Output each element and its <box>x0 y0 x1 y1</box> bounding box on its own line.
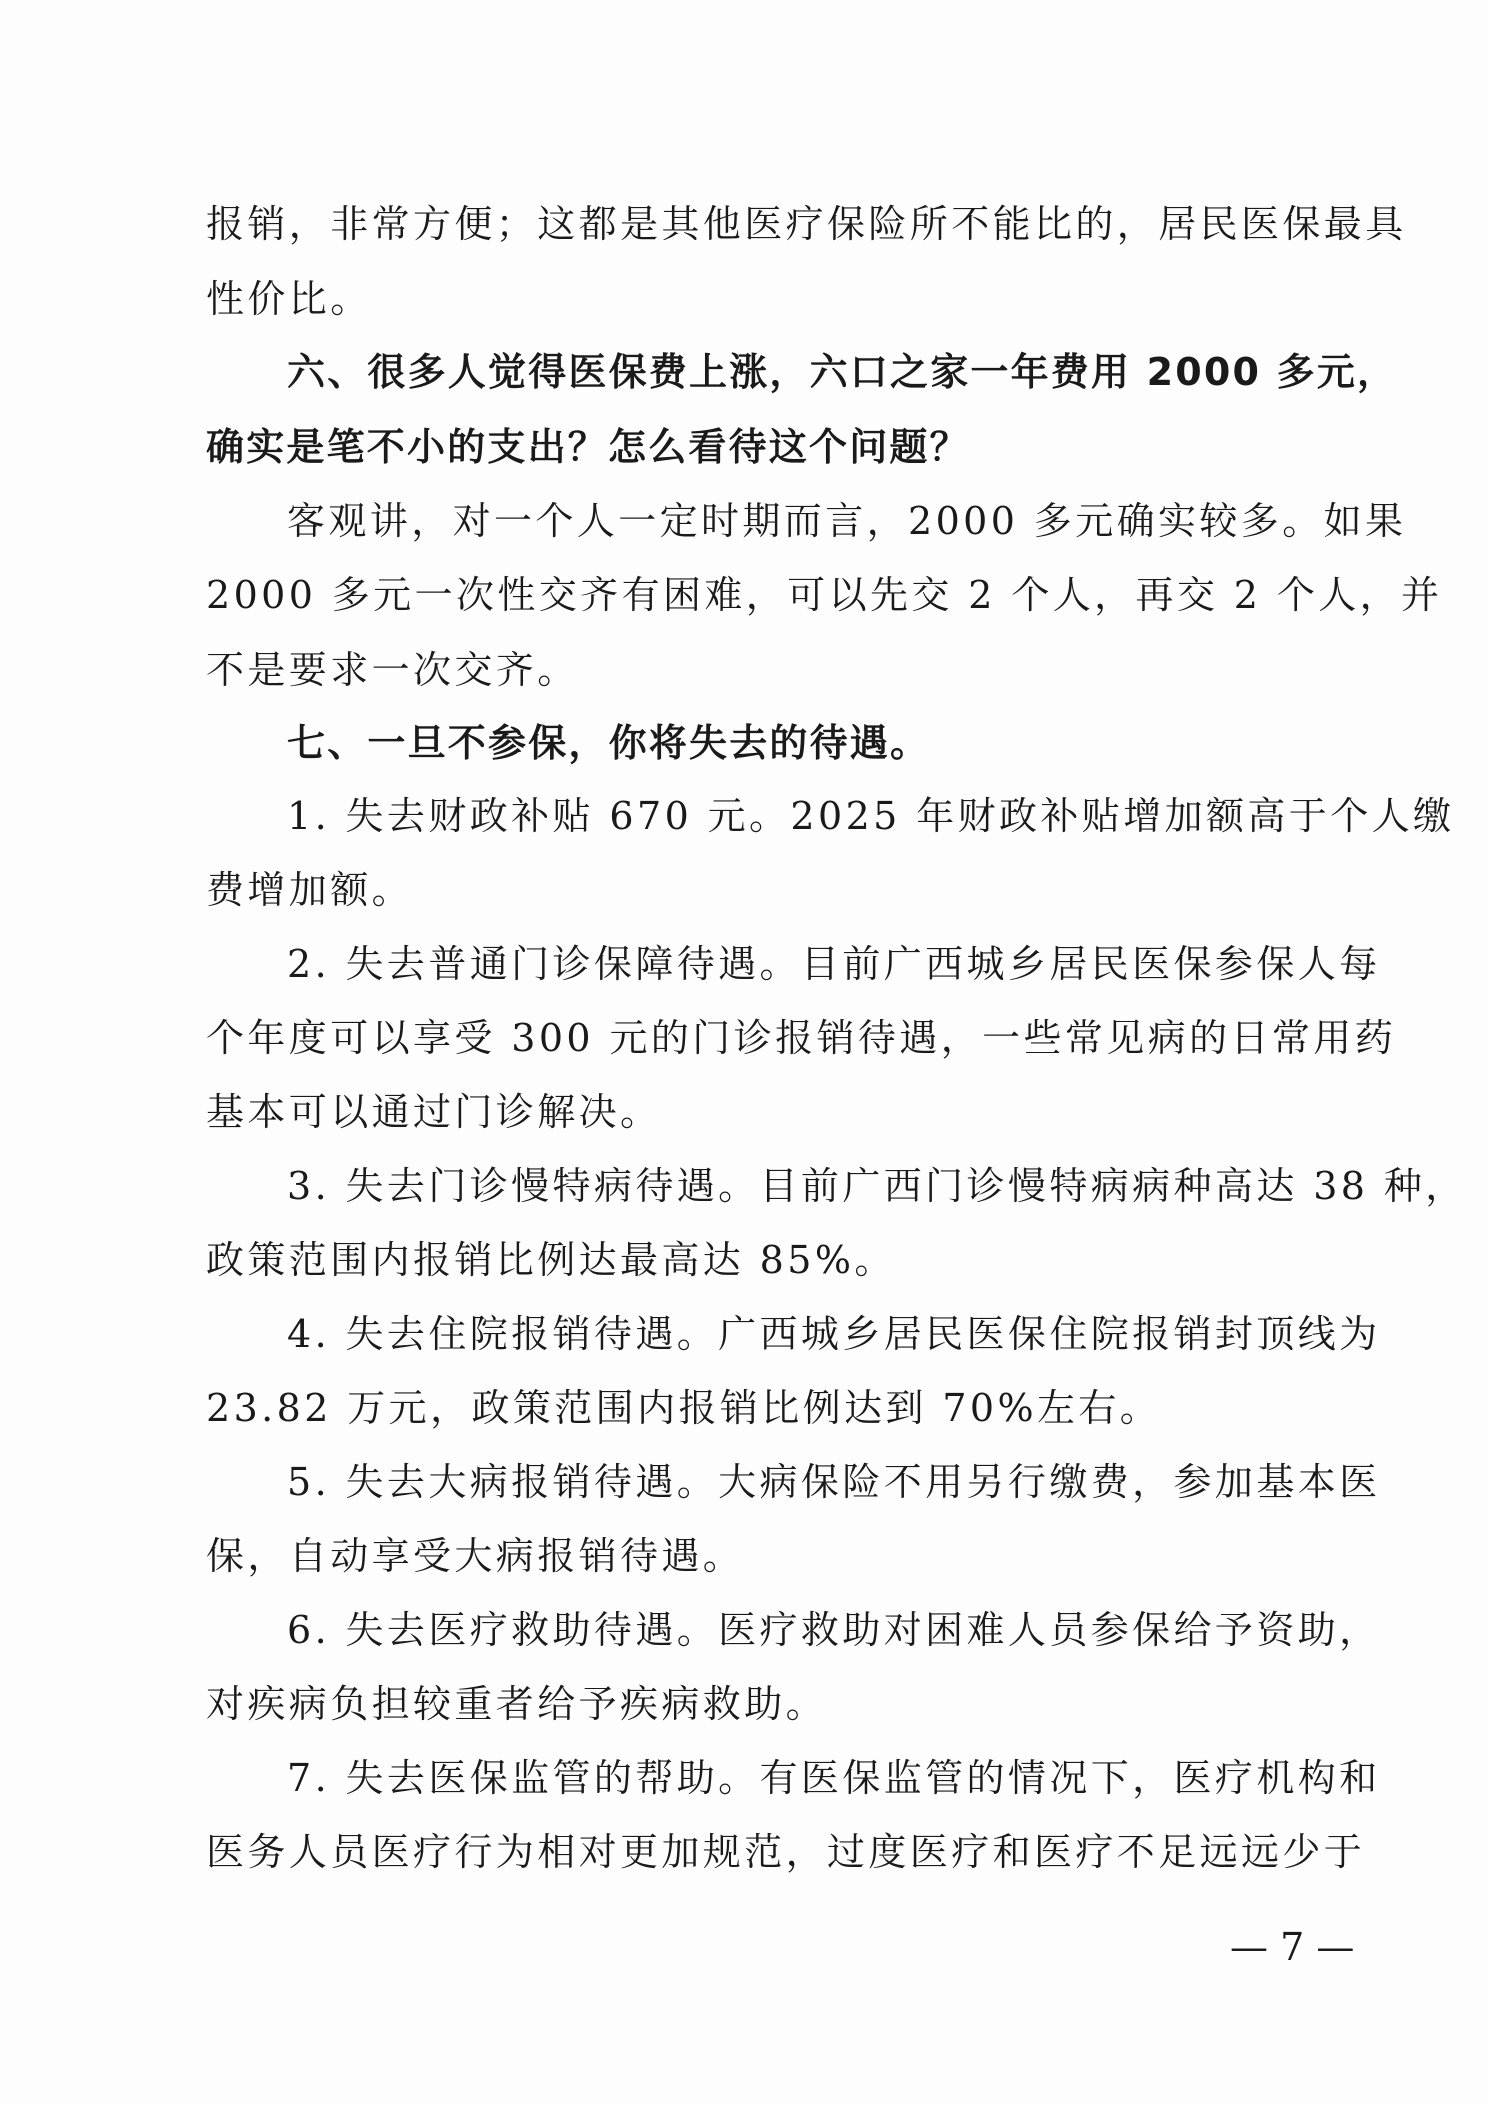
list-item-5: 5. 失去大病报销待遇。大病保险不用另行缴费，参加基本医 <box>287 1460 1381 1504</box>
list-item-7-cont: 医务人员医疗行为相对更加规范，过度医疗和医疗不足远远少于 <box>206 1830 1366 1874</box>
body-text-line: 不是要求一次交齐。 <box>206 648 579 692</box>
list-item-7: 7. 失去医保监管的帮助。有医保监管的情况下，医疗机构和 <box>287 1756 1381 1800</box>
list-item-2-cont: 个年度可以享受 300 元的门诊报销待遇，一些常见病的日常用药 <box>206 1016 1397 1060</box>
list-item-6-cont: 对疾病负担较重者给予疾病救助。 <box>206 1682 828 1726</box>
list-item-6: 6. 失去医疗救助待遇。医疗救助对困难人员参保给予资助， <box>287 1608 1381 1652</box>
section-heading-seven: 七、一旦不参保，你将失去的待遇。 <box>287 721 931 765</box>
list-item-1-cont: 费增加额。 <box>206 868 414 912</box>
list-item-1: 1. 失去财政补贴 670 元。2025 年财政补贴增加额高于个人缴 <box>287 794 1455 838</box>
list-item-2-cont: 基本可以通过门诊解决。 <box>206 1090 662 1134</box>
section-heading-six-cont: 确实是笔不小的支出？怎么看待这个问题？ <box>206 425 970 469</box>
body-text-line: 2000 多元一次性交齐有困难，可以先交 2 个人，再交 2 个人，并 <box>206 573 1443 617</box>
list-item-2: 2. 失去普通门诊保障待遇。目前广西城乡居民医保参保人每 <box>287 942 1381 986</box>
list-item-4-cont: 23.82 万元，政策范围内报销比例达到 70%左右。 <box>206 1386 1162 1430</box>
list-item-5-cont: 保，自动享受大病报销待遇。 <box>206 1534 745 1578</box>
body-text-line: 报销，非常方便；这都是其他医疗保险所不能比的，居民医保最具 <box>206 202 1407 246</box>
body-text-line: 性价比。 <box>206 277 372 321</box>
body-text-line: 客观讲，对一个人一定时期而言，2000 多元确实较多。如果 <box>287 499 1407 543</box>
page-number: — 7 — <box>1230 1925 1355 1969</box>
list-item-3: 3. 失去门诊慢特病待遇。目前广西门诊慢特病病种高达 38 种， <box>287 1164 1467 1208</box>
section-heading-six: 六、很多人觉得医保费上涨，六口之家一年费用 2000 多元， <box>287 350 1398 394</box>
list-item-4: 4. 失去住院报销待遇。广西城乡居民医保住院报销封顶线为 <box>287 1312 1381 1356</box>
list-item-3-cont: 政策范围内报销比例达最高达 85%。 <box>206 1238 896 1282</box>
